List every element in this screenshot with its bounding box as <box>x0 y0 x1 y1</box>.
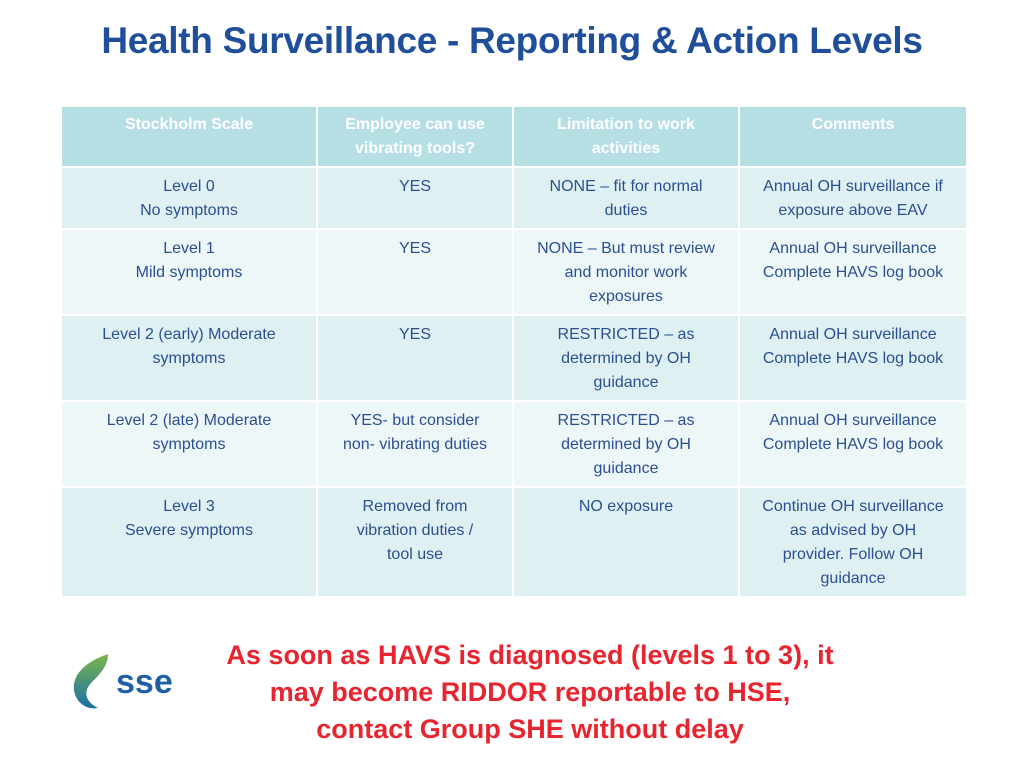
cell-limitation <box>513 229 739 315</box>
cell-text: No symptoms <box>140 202 238 219</box>
cell-text: exposures <box>589 288 663 305</box>
cell-stockholm-scale <box>61 401 317 487</box>
cell-text: non- vibrating duties <box>342 436 488 453</box>
cell-comments <box>739 229 967 315</box>
table-row <box>61 167 967 229</box>
cell-text: Complete HAVS log book <box>762 350 944 367</box>
cell-text: Continue OH surveillance <box>762 498 944 515</box>
header-text: Employee can use <box>345 116 485 133</box>
cell-text: guidance <box>820 570 886 587</box>
cell-text: YES <box>398 178 431 195</box>
cell-text: duties <box>604 202 648 219</box>
header-comments <box>739 106 967 167</box>
cell-text: as advised by OH <box>789 522 917 539</box>
table-row <box>61 401 967 487</box>
cell-text: symptoms <box>152 350 226 367</box>
cell-text: symptoms <box>152 436 226 453</box>
cell-text: YES <box>398 240 431 257</box>
header-stockholm-scale <box>61 106 317 167</box>
sse-logo-text: sse <box>116 663 173 701</box>
cell-text: NONE – But must review <box>537 240 715 257</box>
warning-line: contact Group SHE without delay <box>316 714 744 744</box>
cell-text: Severe symptoms <box>124 522 254 539</box>
cell-comments <box>739 487 967 597</box>
action-levels-table <box>60 105 968 598</box>
header-text: vibrating tools? <box>355 140 475 157</box>
page-title: Health Surveillance - Reporting & Action Levels <box>101 20 923 61</box>
cell-text: Removed from <box>362 498 468 515</box>
header-text: Limitation to work <box>557 116 695 133</box>
cell-text: vibration duties / <box>356 522 474 539</box>
cell-text: NONE – fit for normal <box>549 178 703 195</box>
table-header-row <box>61 106 967 167</box>
cell-text: Complete HAVS log book <box>762 436 944 453</box>
header-text: Comments <box>811 116 895 133</box>
header-text: Stockholm Scale <box>124 116 254 133</box>
header-employee-can-use <box>317 106 513 167</box>
cell-stockholm-scale <box>61 229 317 315</box>
cell-text: RESTRICTED – as <box>557 412 695 429</box>
cell-text: Complete HAVS log book <box>762 264 944 281</box>
cell-limitation <box>513 315 739 401</box>
cell-limitation <box>513 401 739 487</box>
header-limitation <box>513 106 739 167</box>
cell-text: Level 3 <box>163 498 215 515</box>
cell-text: Level 0 <box>163 178 215 195</box>
cell-text: provider. Follow OH <box>782 546 924 563</box>
cell-text: Level 2 (early) Moderate <box>102 326 276 343</box>
cell-limitation <box>513 487 739 597</box>
cell-text: RESTRICTED – as <box>557 326 695 343</box>
table-row <box>61 229 967 315</box>
cell-text: Level 2 (late) Moderate <box>106 412 272 429</box>
cell-text: Annual OH surveillance <box>769 412 937 429</box>
cell-limitation <box>513 167 739 229</box>
riddor-warning <box>190 637 870 748</box>
cell-can-use-tools <box>317 229 513 315</box>
cell-comments <box>739 315 967 401</box>
cell-stockholm-scale <box>61 167 317 229</box>
cell-text: guidance <box>593 460 659 477</box>
cell-text: Mild symptoms <box>135 264 243 281</box>
table-row <box>61 487 967 597</box>
cell-text: determined by OH <box>561 350 691 367</box>
cell-text: YES- but consider <box>350 412 480 429</box>
cell-can-use-tools <box>317 315 513 401</box>
header-text: activities <box>591 140 661 157</box>
table-row <box>61 315 967 401</box>
sse-swirl-icon <box>74 654 108 708</box>
cell-text: and monitor work <box>564 264 688 281</box>
cell-can-use-tools <box>317 167 513 229</box>
cell-text: YES <box>398 326 431 343</box>
cell-text: Annual OH surveillance <box>769 326 937 343</box>
cell-stockholm-scale <box>61 487 317 597</box>
sse-logo <box>68 652 183 712</box>
warning-line: As soon as HAVS is diagnosed (levels 1 to 3), it <box>226 640 834 670</box>
cell-comments <box>739 401 967 487</box>
cell-comments <box>739 167 967 229</box>
cell-can-use-tools <box>317 401 513 487</box>
cell-stockholm-scale <box>61 315 317 401</box>
cell-text: Annual OH surveillance if <box>763 178 943 195</box>
cell-text: exposure above EAV <box>778 202 928 219</box>
cell-text: determined by OH <box>561 436 691 453</box>
cell-text: guidance <box>593 374 659 391</box>
warning-line: may become RIDDOR reportable to HSE, <box>269 677 791 707</box>
cell-text: Level 1 <box>163 240 215 257</box>
cell-text: tool use <box>386 546 444 563</box>
cell-text: NO exposure <box>578 498 674 515</box>
cell-text: Annual OH surveillance <box>769 240 937 257</box>
cell-can-use-tools <box>317 487 513 597</box>
